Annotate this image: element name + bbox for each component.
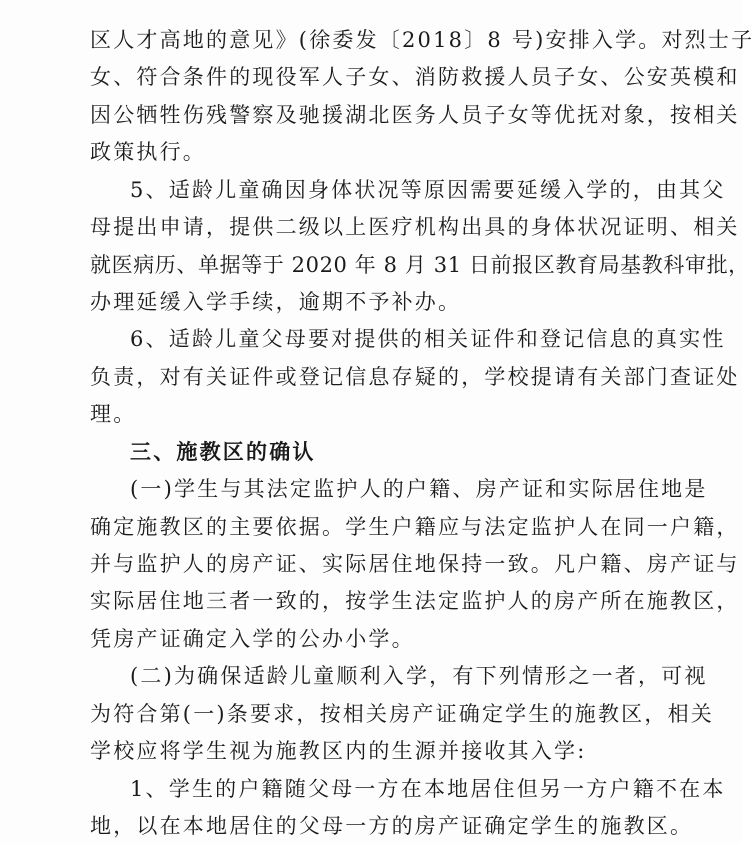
text-line: 确定施教区的主要依据。学生户籍应与法定监护人在同一户籍， [90, 515, 740, 539]
text-line: (二)为确保适龄儿童顺利入学，有下列情形之一者，可视 [130, 664, 708, 688]
text-line: 因公牺牲伤残警察及驰援湖北医务人员子女等优抚对象，按相关 [90, 103, 740, 127]
text-line: 实际居住地三者一致的，按学生法定监护人的房产所在施教区， [90, 589, 740, 613]
text-line: 办理延缓入学手续，逾期不予补办。 [90, 290, 462, 314]
text-line: 1、学生的户籍随父母一方在本地居住但另一方户籍不在本 [130, 777, 726, 801]
text-line: (一)学生与其法定监护人的户籍、房产证和实际居住地是 [130, 477, 708, 501]
text-line: 理。 [90, 402, 137, 426]
text-line: 就医病历、单据等于 2020 年 8 月 31 日前报区教育局基教科审批， [90, 253, 750, 277]
text-line: 凭房产证确定入学的公办小学。 [90, 627, 415, 651]
text-line: 母提出申请，提供二级以上医疗机构出具的身体状况证明、相关 [90, 215, 740, 239]
text-line: 学校应将学生视为施教区内的生源并接收其入学: [90, 739, 587, 763]
text-line: 地，以在本地居住的父母一方的房产证确定学生的施教区。 [90, 814, 694, 838]
text-line: 政策执行。 [90, 140, 206, 164]
text-line: 负责，对有关证件或登记信息存疑的，学校提请有关部门查证处 [90, 365, 740, 389]
text-line: 并与监护人的房产证、实际居住地保持一致。凡户籍、房产证与 [90, 552, 740, 576]
text-line: 6、适龄儿童父母要对提供的相关证件和登记信息的真实性 [130, 327, 726, 351]
text-line: 为符合第(一)条要求，按相关房产证确定学生的施教区，相关 [90, 702, 714, 726]
section-heading: 三、施教区的确认 [130, 440, 316, 464]
text-line: 女、符合条件的现役军人子女、消防救援人员子女、公安英模和 [90, 65, 740, 89]
text-line: 5、适龄儿童确因身体状况等原因需要延缓入学的，由其父 [130, 178, 726, 202]
text-line: 区人才高地的意见》(徐委发〔2018〕8 号)安排入学。对烈士子 [90, 28, 754, 52]
